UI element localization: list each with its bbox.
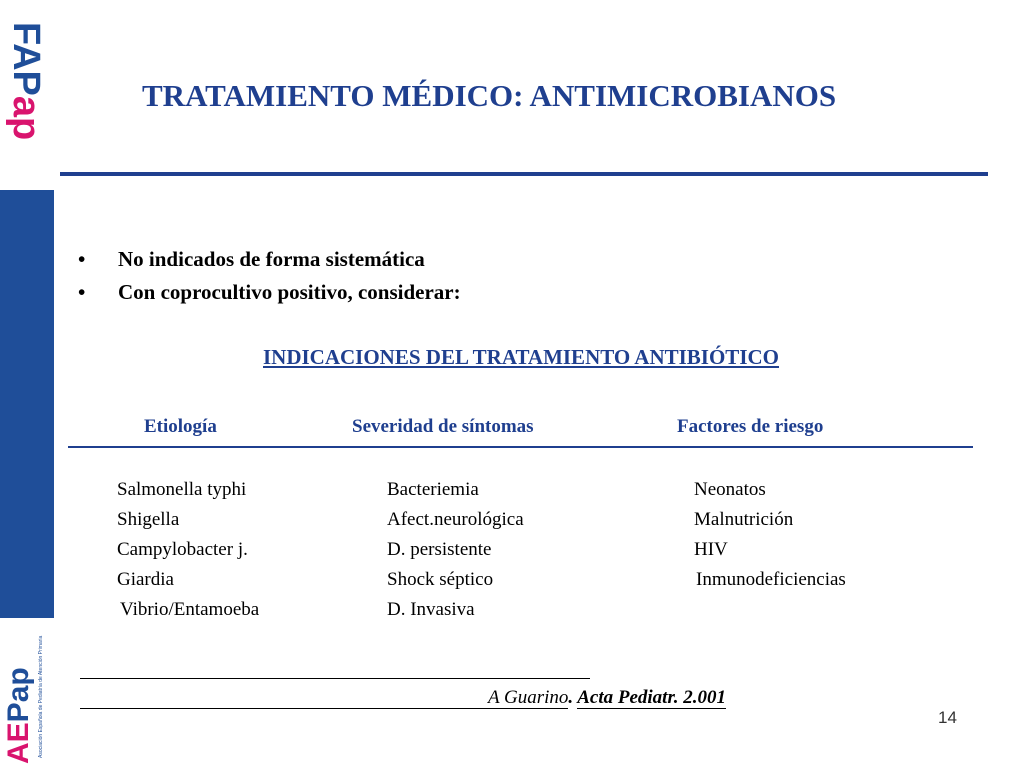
- bullet-text: Con coprocultivo positivo, considerar:: [118, 280, 461, 304]
- list-item: Inmunodeficiencias: [696, 569, 846, 590]
- list-item: Shigella: [117, 509, 180, 530]
- table-header-divider: [68, 446, 973, 448]
- column-header-factores: Factores de riesgo: [677, 416, 824, 437]
- bullet-text: No indicados de forma sistemática: [118, 247, 425, 271]
- column-header-severidad: Severidad de síntomas: [352, 416, 534, 437]
- title-divider: [60, 172, 988, 176]
- list-item: Salmonella typhi: [117, 479, 247, 500]
- slide-title: TRATAMIENTO MÉDICO: ANTIMICROBIANOS: [142, 78, 837, 113]
- column-header-etiologia: Etiología: [144, 416, 217, 437]
- fapap-logo: [4, 22, 48, 162]
- brand-strip: [0, 0, 54, 768]
- reference-rule: [80, 678, 590, 679]
- brand-band: [0, 190, 54, 618]
- list-item: Afect.neurológica: [387, 509, 524, 530]
- bullet-icon: •: [78, 280, 86, 304]
- list-item: Malnutrición: [694, 509, 794, 530]
- column-etiologia: [117, 478, 259, 628]
- column-severidad: [387, 478, 524, 628]
- list-item: Giardia: [117, 569, 174, 590]
- reference: [80, 686, 726, 709]
- list-item: Vibrio/Entamoeba: [120, 599, 260, 620]
- aepap-logo: [2, 628, 52, 764]
- table-heading: INDICACIONES DEL TRATAMIENTO ANTIBIÓTICO: [263, 345, 779, 369]
- page-number: 14: [938, 708, 957, 727]
- aepap-logo-part2: Pap: [2, 667, 35, 723]
- list-item: Campylobacter j.: [117, 539, 248, 560]
- reference-author: A Guarino: [488, 687, 569, 708]
- aepap-logo-part1: AE: [2, 722, 35, 764]
- list-item: HIV: [694, 539, 728, 560]
- fapap-logo-part2: ap: [5, 95, 47, 141]
- column-factores: [694, 478, 846, 598]
- list-item: Shock séptico: [387, 569, 494, 590]
- fapap-logo-part1: FAP: [5, 22, 47, 96]
- list-item: Bacteriemia: [387, 479, 479, 500]
- list-item: D. Invasiva: [387, 599, 475, 620]
- reference-journal: Acta Pediatr. 2.001: [577, 687, 727, 708]
- list-item: D. persistente: [387, 539, 492, 560]
- reference-underline: [80, 686, 488, 709]
- reference-separator: .: [568, 687, 578, 708]
- bullet-icon: •: [78, 247, 86, 271]
- list-item: Neonatos: [694, 479, 766, 500]
- aepap-logo-small-text: Asociación Española de Pediatría de Atención Primaria: [38, 635, 44, 758]
